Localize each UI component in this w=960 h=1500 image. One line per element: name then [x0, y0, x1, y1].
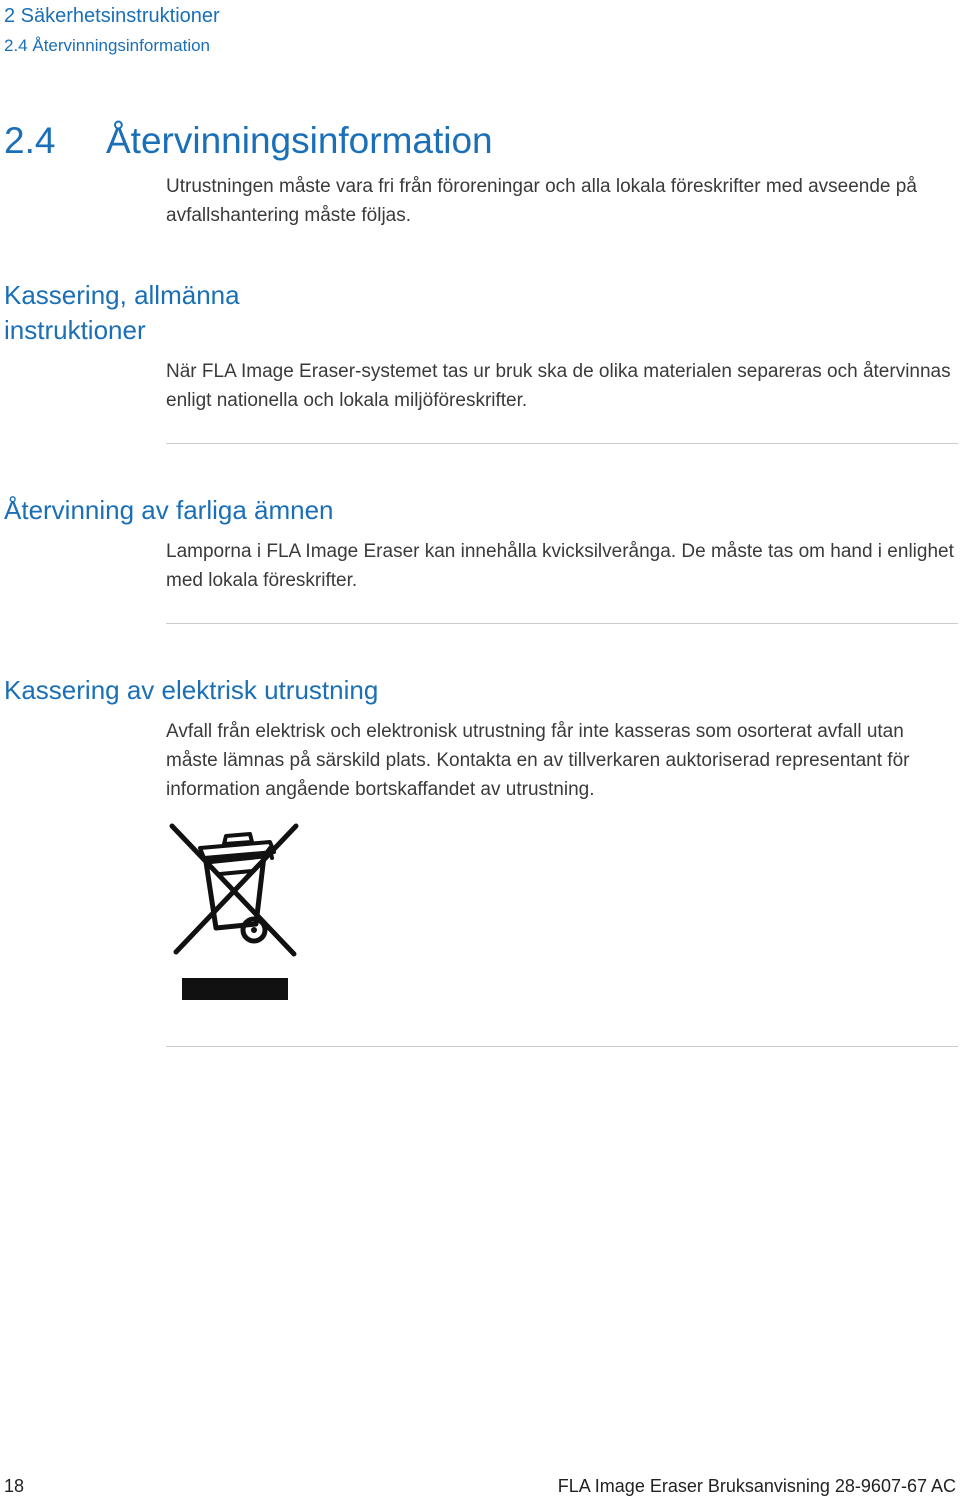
- breadcrumb-section: 2.4 Återvinningsinformation: [4, 36, 211, 55]
- divider: [166, 1046, 958, 1047]
- heading-general-disposal: Kassering, allmänna instruktioner: [4, 280, 240, 345]
- page-number: 18: [4, 1476, 25, 1496]
- breadcrumb-chapter: 2 Säkerhetsinstruktioner: [4, 5, 220, 27]
- heading-hazardous-substances: Återvinning av farliga ämnen: [4, 495, 334, 525]
- divider: [166, 443, 958, 444]
- section-title: Återvinningsinformation: [106, 120, 493, 161]
- crossed-out-wheelie-bin-icon: [166, 822, 306, 1004]
- divider: [166, 623, 958, 624]
- section-intro: Utrustningen måste vara fri från föroreningar och alla lokala föreskrifter med avseende på avfallshantering måste följas.: [166, 176, 917, 226]
- section-number: 2.4: [4, 120, 56, 161]
- text-electrical-disposal: Avfall från elektrisk och elektronisk utrustning får inte kasseras som osorterat avfall utan måste lämnas på särskild plats. Kontakta en av tillverkaren auktoriserad representant för information angående bortskaffandet av utrustning.: [166, 721, 910, 800]
- footer-doc-title: FLA Image Eraser Bruksanvisning 28-9607-67 AC: [557, 1476, 956, 1496]
- text-hazardous-substances: Lamporna i FLA Image Eraser kan innehålla kvicksilverånga. De måste tas om hand i enlighet med lokala föreskrifter.: [166, 541, 954, 591]
- heading-electrical-disposal: Kassering av elektrisk utrustning: [4, 675, 379, 705]
- text-general-disposal: När FLA Image Eraser-systemet tas ur bruk ska de olika materialen separeras och återvinnas enligt nationella och lokala miljöföreskrifter.: [166, 361, 951, 411]
